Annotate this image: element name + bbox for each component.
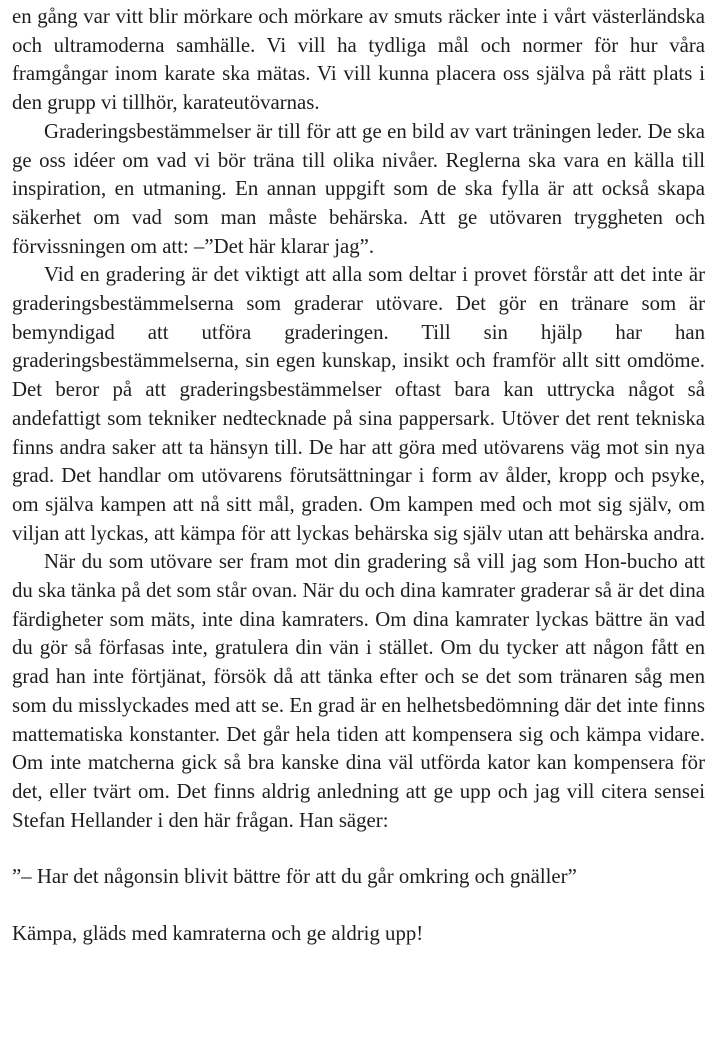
- paragraph-1: en gång var vitt blir mörkare och mörkare av smuts räcker inte i vårt västerländska och ultramoderna samhälle. Vi vill ha tydliga mål och normer för hur våra framgångar inom karate ska mätas. Vi vill kunna placera oss själva på rätt plats i den grupp vi tillhör, karateutövarnas.: [12, 5, 705, 115]
- closing-line: Kämpa, gläds med kamraterna och ge aldrig upp!: [12, 922, 424, 946]
- document-page: [12, 0, 705, 949]
- paragraph-4: När du som utövare ser fram mot din gradering så vill jag som Hon-bucho att du ska tänka på det som står ovan. När du och dina kamrater graderar så är det dina färdigheter som mäts, inte dina kamraters. Om dina kamrater lyckas bättre än vad du gör så förfasas inte, gratulera din vän i stället. Om du tycker att någon fått en grad han inte förtjänat, försök då att tänka efter och se det som tränaren såg men som du misslyckades med att se. En grad är en helhetsbedömning där det inte finns mattematiska konstanter. Det går hela tiden att kompensera sig och kämpa vidare. Om inte matcherna gick så bra kanske dina väl utförda kator kan kompensera för det, eller tvärt om. Det finns aldrig anledning att ge upp och jag vill citera sensei Stefan Hellander i den här frågan. Han säger:: [12, 550, 705, 832]
- paragraph-3: Vid en gradering är det viktigt att alla som deltar i provet förstår att det inte är graderingsbestämmelserna som graderar utövare. Det gör en tränare som är bemyndigad att utföra graderingen. Till sin hjälp har han graderingsbestämmelserna, sin egen kunskap, insikt och framför allt sitt omdöme. Det beror på att graderingsbestämmelser oftast bara kan uttrycka något så andefattigt som tekniker nedtecknade på sina pappersark. Utöver det rent tekniska finns andra saker att ta hänsyn till. De har att göra med utövarens väg mot sin nya grad. Det handlar om utövarens förutsättningar i form av ålder, kropp och psyke, om själva kampen att nå sitt mål, graden. Om kampen med och mot sig själv, om viljan att lyckas, att kämpa för att lyckas behärska sig själv utan att behärska andra.: [12, 263, 705, 545]
- paragraph-2: Graderingsbestämmelser är till för att ge en bild av vart träningen leder. De ska ge oss idéer om vad vi bör träna till olika nivåer. Reglerna ska vara en källa till inspiration, en utmaning. En annan uppgift som de ska fylla är att också skapa säkerhet om vad som man måste behärska. Att ge utövaren tryggheten och förvissningen om att: –”Det här klarar jag”.: [12, 119, 705, 258]
- quote: ”– Har det någonsin blivit bättre för att du går omkring och gnäller”: [12, 865, 577, 889]
